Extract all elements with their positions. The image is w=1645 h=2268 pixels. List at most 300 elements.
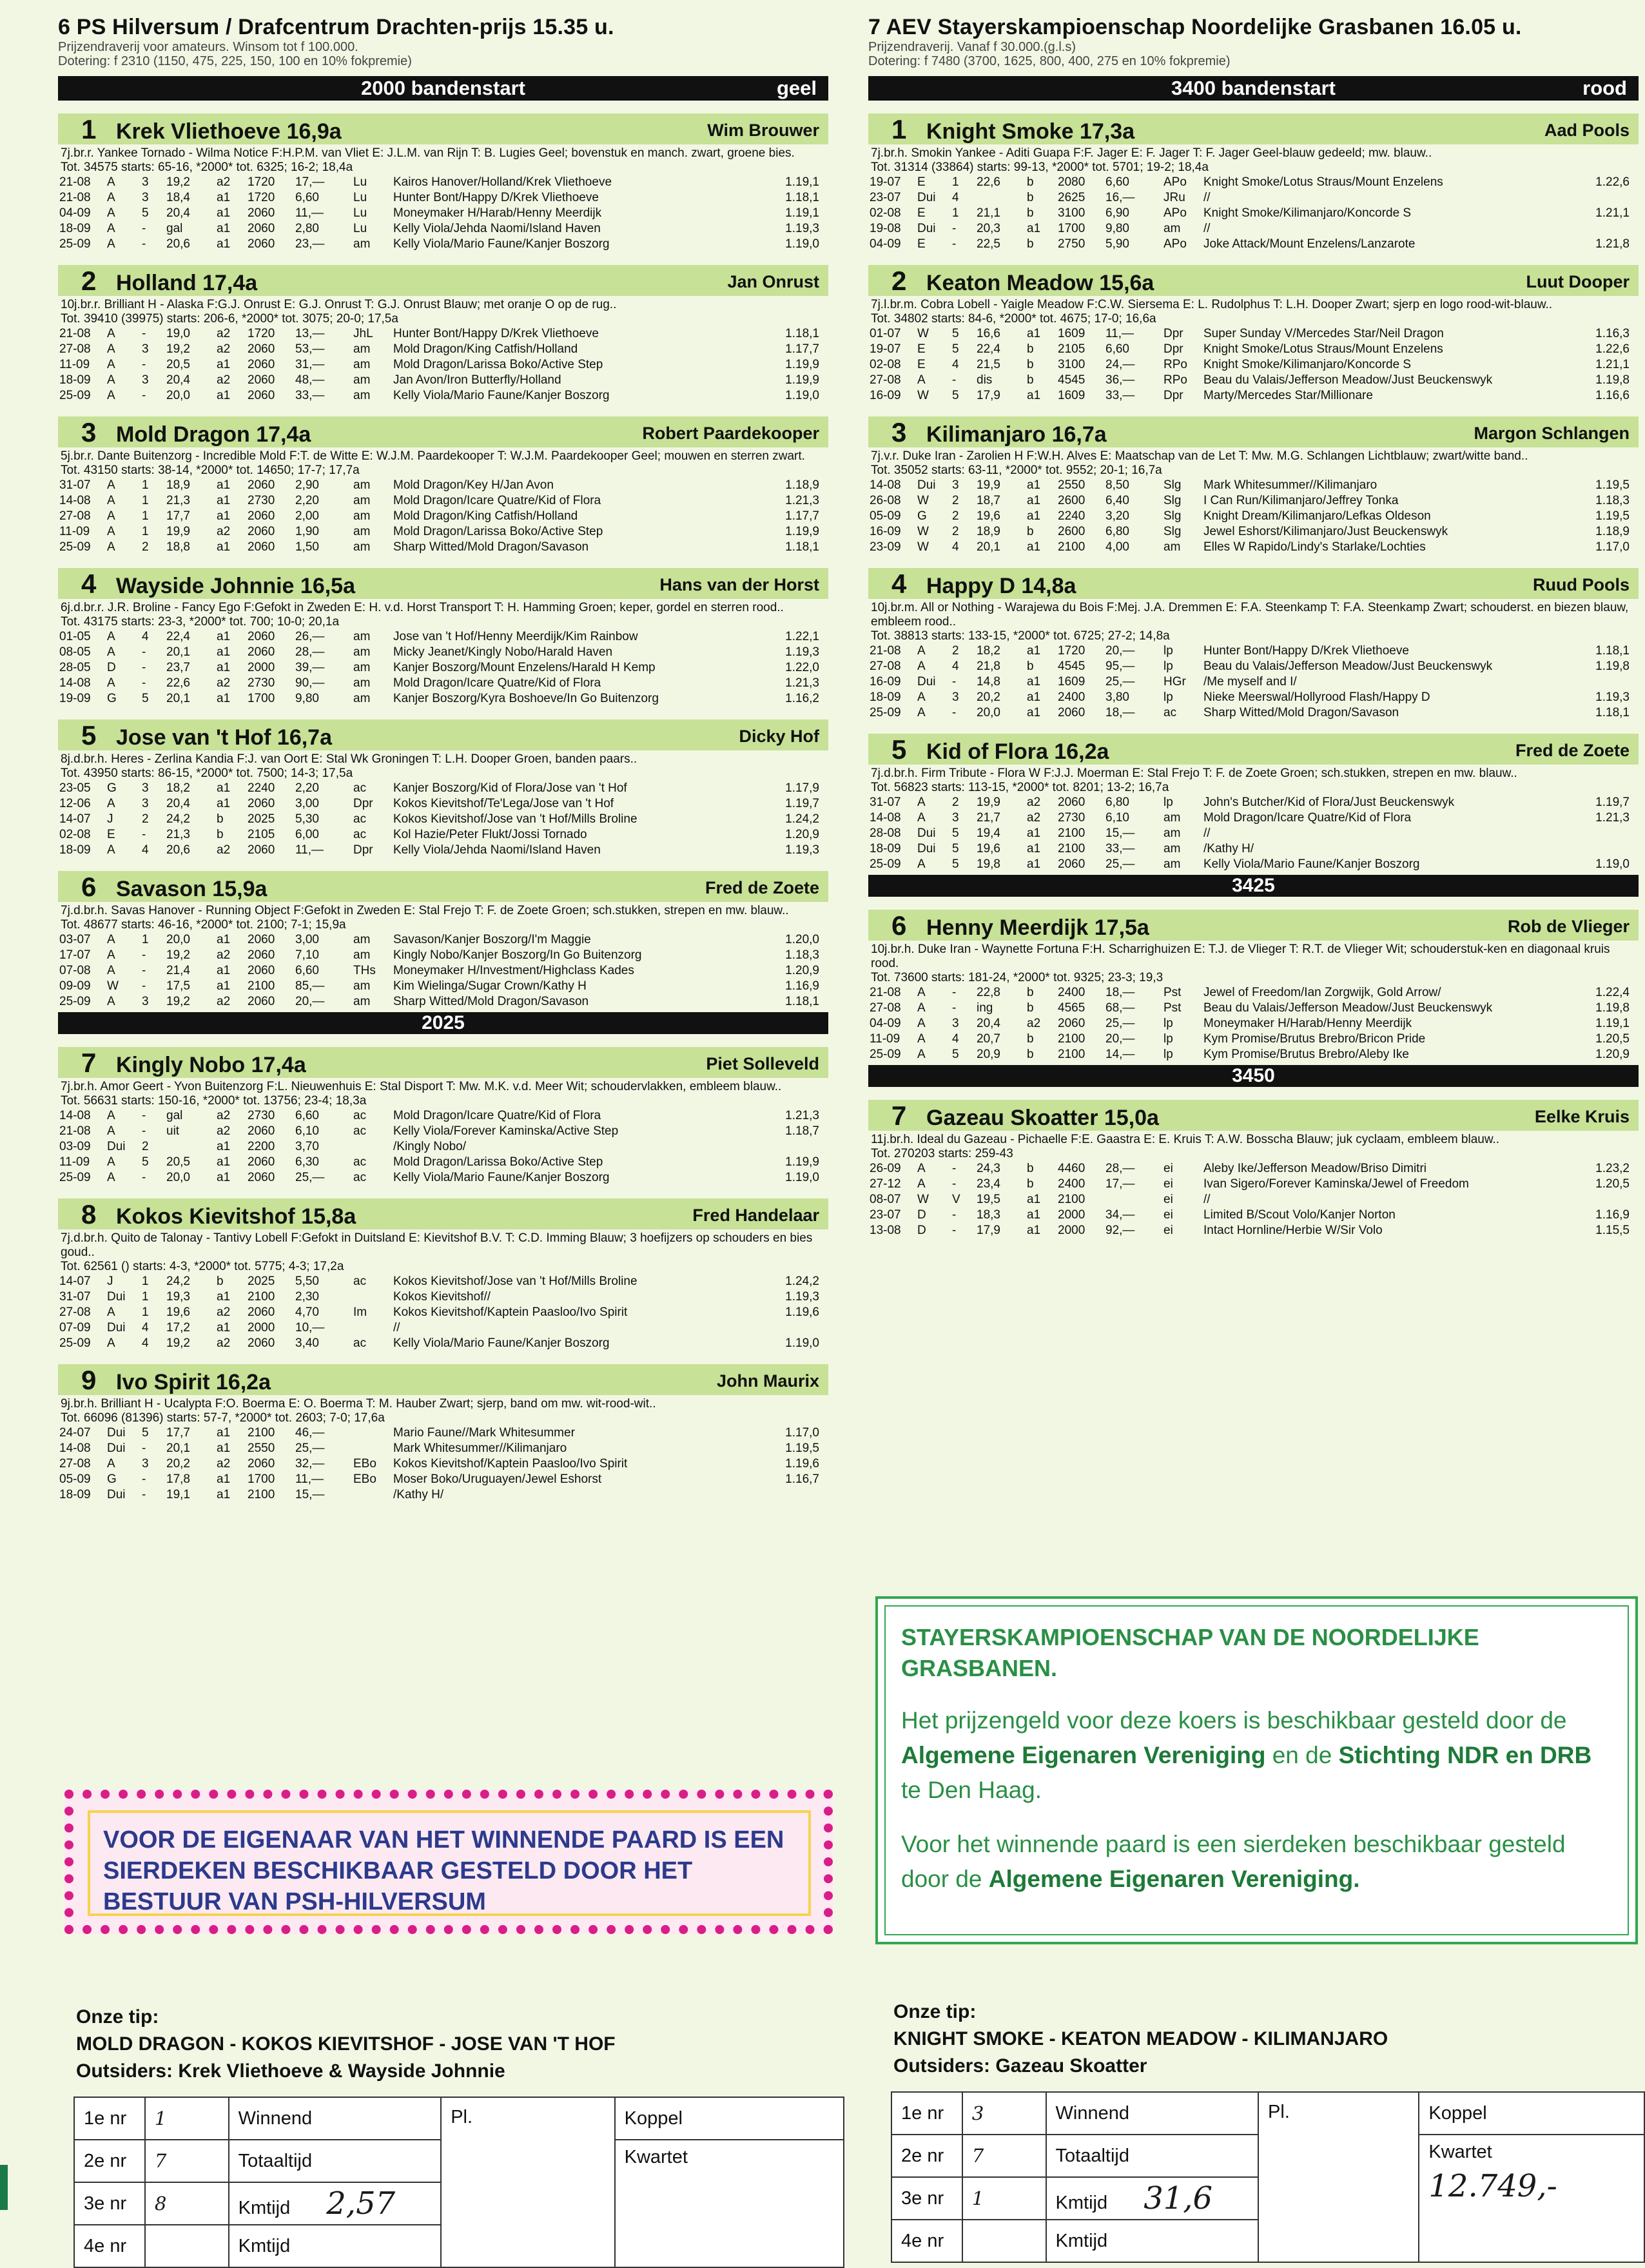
form-cell: 2730 [1058,811,1085,825]
form-cell: 4 [142,630,149,643]
form-cell: W [917,1193,929,1206]
form-cell: ei [1163,1208,1173,1222]
form-cell: 22,5 [977,237,1000,251]
form-cell: - [952,675,957,689]
horse-header [58,416,828,447]
form-cell: a1 [217,933,231,946]
tip-outsiders: Outsiders: Krek Vliethoeve & Wayside Johnnie [76,2060,505,2082]
horse-entry [868,265,1639,404]
form-cell: 05-09 [59,1472,91,1486]
form-cell: 5,50 [295,1275,319,1288]
form-cell: A [107,222,115,235]
form-cell: Marty/Mercedes Star/Millionare [1203,389,1373,402]
form-cell: D [917,1224,926,1237]
form-cell: b [1027,175,1034,189]
form-row [58,1289,828,1305]
form-cell: /Kathy H/ [1203,842,1254,855]
horse-entry [58,416,828,555]
form-cell: 1609 [1058,675,1085,689]
form-row [868,524,1639,540]
form-cell: Dui [917,826,936,840]
form-cell: lp [1163,1017,1173,1030]
form-cell: 6,60 [1105,175,1129,189]
form-cell: 2730 [248,494,275,507]
form-cell: 09-09 [59,979,91,993]
form-cell: Slg [1163,494,1182,507]
form-cell: 2025 [248,1275,275,1288]
form-cell: 19,1 [166,1488,190,1501]
form-cell: J [107,812,113,826]
form-cell: 2060 [248,843,275,857]
form-cell: 20,1 [166,692,190,705]
form-cell: 14-08 [59,494,91,507]
form-cell: 7,10 [295,948,319,962]
form-cell: 6,80 [1105,525,1129,538]
form-cell: Mold Dragon/Larissa Boko/Active Step [393,1155,603,1169]
form-cell: 1.22,0 [785,661,819,674]
form-cell: a2 [1027,796,1041,809]
horse-totals: Tot. 43950 starts: 86-15, *2000* tot. 7500; 14-3; 17,5a [61,767,353,780]
form-cell: Dpr [1163,389,1183,402]
form-cell: 1.19,5 [1595,478,1630,492]
form-row [58,524,828,540]
form-cell: 3 [142,373,149,387]
form-cell: 14-07 [59,812,91,826]
form-cell: am [353,237,371,251]
form-cell: 20,2 [977,690,1000,704]
form-cell: 1,50 [295,540,319,554]
form-row [58,1487,828,1503]
form-table [868,643,1639,721]
form-cell: a1 [217,1155,231,1169]
form-cell: a1 [217,222,231,235]
form-cell: 68,— [1105,1001,1135,1015]
handwritten-nr[interactable] [962,2220,1046,2262]
form-cell: 1.19,7 [785,797,819,810]
form-cell: a1 [217,1171,231,1184]
form-cell: Kelly Viola/Jehda Naomi/Island Haven [393,222,601,235]
form-cell: W [917,525,929,538]
form-row [868,221,1639,237]
form-cell: 2100 [248,1290,275,1304]
form-cell: A [107,797,115,810]
form-cell: 17,7 [166,509,190,523]
form-cell: 25-09 [870,1048,901,1061]
form-cell: 2600 [1058,525,1085,538]
form-cell: am [353,509,371,523]
form-cell: 2060 [248,373,275,387]
form-cell: 23-07 [870,1208,901,1222]
form-cell: 4 [142,1321,149,1334]
driver-name: Fred de Zoete [705,878,819,897]
form-cell: 1.19,8 [1595,373,1630,387]
form-cell: // [1203,826,1211,840]
form-cell: 25,— [1105,675,1135,689]
form-cell: Sharp Witted/Mold Dragon/Savason [393,540,589,554]
form-cell: 19,8 [977,857,1000,871]
form-cell: Kokos Kievitshof/Kaptein Paasloo/Ivo Spirit [393,1457,628,1471]
horse-number: 6 [81,872,97,902]
form-cell: 1.18,1 [1595,706,1630,719]
form-cell: 2600 [1058,494,1085,507]
form-cell: 2 [952,494,959,507]
form-cell: 5 [952,327,959,340]
form-cell: 14-08 [59,676,91,690]
form-cell: Dui [917,478,936,492]
form-cell: A [107,494,115,507]
form-row [868,342,1639,357]
form-row [58,1139,828,1155]
form-cell: 1.19,3 [785,645,819,659]
handwritten-nr[interactable]: 1 [962,2177,1046,2220]
horse-pedigree: 10j.br.m. All or Nothing - Warajewa du Bois F:Mej. J.A. Dremmen E: F.A. Steenkamp T: F.A. Steenkamp Zwart; schouderst. en biezen blauw, embleem rood.. [871,601,1629,629]
form-cell: G [107,1472,117,1486]
form-cell: 20,4 [977,1017,1000,1030]
aev-promo-title: STAYERSKAMPIOENSCHAP VAN DE NOORDELIJKE GRASBANEN. [901,1624,1479,1681]
form-cell [1564,674,1639,690]
form-cell: a1 [217,630,231,643]
form-cell: 21-08 [870,986,901,999]
form-cell: 07-09 [59,1321,91,1334]
form-cell: 10,— [295,1321,325,1334]
form-cell: 25-09 [870,857,901,871]
form-cell: 2 [952,525,959,538]
horse-header [868,1100,1639,1131]
form-cell: - [142,964,146,977]
horse-pedigree: 7j.d.br.h. Firm Tribute - Flora W F:J.J. Moerman E: Stal Frejo T: F. de Zoete Groen; sch.stukken, strepen en mw. blauw.. [871,767,1517,780]
distance-group-bar: 3450 [868,1065,1639,1087]
form-cell: 2060 [248,237,275,251]
form-cell: HGr [1163,675,1186,689]
form-cell: 3,00 [295,933,319,946]
row-label: 4e nr [74,2225,145,2267]
form-cell: 1.22,1 [785,630,819,643]
form-cell: 02-08 [870,206,901,220]
form-cell: Kairos Hanover/Holland/Krek Vliethoeve [393,175,612,189]
form-cell: A [107,540,115,554]
form-cell: - [142,222,146,235]
form-cell: ei [1163,1177,1173,1191]
form-cell: 1.19,0 [785,1171,819,1184]
koppel-label: Koppel [615,2097,844,2140]
horse-name: Holland 17,4a [116,271,258,295]
race-conditions: Prijzendraverij voor amateurs. Winsom tot f 100.000. [58,40,358,54]
handwritten-nr[interactable]: 7 [962,2135,1046,2177]
form-cell: - [142,237,146,251]
form-cell: 1.16,9 [1595,1208,1630,1222]
form-cell: 1.19,0 [785,237,819,251]
form-cell: 9,80 [1105,222,1129,235]
form-cell: 1.20,0 [785,933,819,946]
form-cell: 4 [952,1032,959,1046]
driver-name: Hans van der Horst [659,575,819,594]
form-cell: 02-08 [870,358,901,371]
form-cell: 14,— [1105,1048,1135,1061]
handwritten-nr[interactable]: 8 [145,2182,229,2225]
form-table [58,781,828,858]
form-cell: lp [1163,1032,1173,1046]
form-cell: 2625 [1058,191,1085,204]
form-cell: 15,— [1105,826,1135,840]
form-cell: 1.19,3 [785,843,819,857]
form-cell: 27-12 [870,1177,901,1191]
form-cell: 19-08 [870,222,901,235]
form-cell: a1 [217,1321,231,1334]
form-cell: 01-07 [870,327,901,340]
form-row [58,357,828,373]
form-cell: b [1027,986,1034,999]
row-label: 3e nr [891,2177,962,2220]
form-cell: a1 [217,692,231,705]
form-cell: A [107,525,115,538]
form-cell: 2000 [1058,1224,1085,1237]
driver-name: Luut Dooper [1526,272,1630,291]
driver-name: Eelke Kruis [1534,1107,1630,1126]
form-cell: ac [353,1155,367,1169]
form-cell: 20,1 [166,645,190,659]
handwritten-km[interactable]: 31,6 [1144,2180,1213,2216]
form-row [58,1305,828,1320]
horse-number: 1 [891,114,907,144]
form-row [868,357,1639,373]
form-row [868,190,1639,206]
start-bar [868,76,1639,101]
form-cell: 21,8 [977,660,1000,673]
form-row [868,826,1639,841]
form-cell: Mold Dragon/Icare Quatre/Kid of Flora [393,676,601,690]
aev-promo-inner [884,1605,1629,1935]
form-cell: a1 [217,964,231,977]
aev-text: te Den Haag. [901,1777,1042,1803]
handwritten-nr[interactable]: 3 [962,2092,1046,2135]
form-cell: a1 [1027,494,1041,507]
form-cell: am [353,342,371,356]
form-cell: 1.18,3 [1595,494,1630,507]
form-cell: 1.18,9 [785,478,819,492]
form-cell: a2 [217,525,231,538]
form-cell: Limited B/Scout Volo/Kanjer Norton [1203,1208,1396,1222]
form-cell: 3,70 [295,1140,319,1153]
form-table [868,1161,1639,1238]
start-color-label: geel [776,77,817,99]
form-cell: 14-08 [59,1109,91,1122]
form-cell: 23-09 [870,540,901,554]
form-cell: b [1027,373,1034,387]
form-cell: Moneymaker H/Investment/Highclass Kades [393,964,634,977]
form-cell: - [142,661,146,674]
form-cell: 1.15,5 [1595,1224,1630,1237]
form-cell: Kelly Viola/Jehda Naomi/Island Haven [393,843,601,857]
form-row [868,841,1639,857]
form-cell: 3 [142,797,149,810]
horse-number: 3 [891,417,907,447]
form-cell: gal [166,222,183,235]
form-cell: Ivan Sigero/Forever Kaminska/Jewel of Freedom [1203,1177,1469,1191]
form-cell: Moser Boko/Uruguayen/Jewel Eshorst [393,1472,602,1486]
form-cell [754,1487,828,1503]
tip-picks: MOLD DRAGON - KOKOS KIEVITSHOF - JOSE VAN 'T HOF [76,2033,616,2055]
form-cell: 1 [142,1290,149,1304]
form-cell: Joke Attack/Mount Enzelens/Lanzarote [1203,237,1416,251]
form-row [58,843,828,858]
form-cell: 1.21,3 [785,1109,819,1122]
form-table [58,629,828,707]
form-cell: 18,3 [977,1208,1000,1222]
form-cell: 1.18,1 [785,191,819,204]
form-row [58,342,828,357]
form-cell: 11,— [295,843,324,857]
form-cell: THs [353,964,376,977]
handwritten-kwartet[interactable]: 12.749,- [1428,2168,1557,2204]
form-cell: 1.18,3 [785,948,819,962]
form-cell: /Kingly Nobo/ [393,1140,467,1153]
form-cell: APo [1163,237,1187,251]
form-cell: 5 [142,1155,149,1169]
horse-entry [868,1100,1639,1238]
form-cell: b [217,812,224,826]
form-cell: A [107,645,115,659]
form-cell: 16,— [1105,191,1135,204]
form-cell: 23,4 [977,1177,1000,1191]
field-label: Totaaltijd [229,2140,442,2182]
form-row [58,796,828,812]
start-distance-label: 3400 bandenstart [1171,77,1336,99]
form-cell: - [142,948,146,962]
horse-header [868,265,1639,296]
form-cell: 33,— [1105,842,1135,855]
form-cell: Kelly Viola/Mario Faune/Kanjer Boszorg [393,1336,610,1350]
form-cell: A [107,1109,115,1122]
form-cell: 1720 [248,327,275,340]
form-row [58,175,828,190]
form-cell: 1.19,0 [785,389,819,402]
form-cell: - [952,1224,957,1237]
horse-entry [58,1047,828,1186]
form-cell: 31-07 [59,1290,91,1304]
form-cell: - [952,373,957,387]
tip-outsiders: Outsiders: Gazeau Skoatter [893,2055,1147,2077]
form-cell: 19,9 [977,796,1000,809]
form-cell: lp [1163,796,1173,809]
form-cell: W [917,327,929,340]
form-cell: Kanjer Boszorg/Kid of Flora/Jose van 't Hof [393,781,627,795]
tip-form-right [891,2091,1645,2263]
form-cell: 17,— [295,175,325,189]
form-cell: lp [1163,660,1173,673]
form-cell: am [1163,222,1181,235]
form-cell: 1609 [1058,389,1085,402]
form-cell: 11-09 [870,1032,900,1046]
form-cell: 1 [142,525,149,538]
form-cell: 6,60 [295,1109,319,1122]
form-row [58,190,828,206]
form-cell: 25-09 [59,237,91,251]
form-cell: A [107,1457,115,1471]
form-cell: 1700 [248,1472,275,1486]
form-cell: 1.22,4 [1595,986,1630,999]
form-cell: 2060 [248,797,275,810]
form-row [58,326,828,342]
form-cell: 2750 [1058,237,1085,251]
form-cell: a1 [1027,826,1041,840]
kwartet-label: Kwartet [1428,2142,1492,2162]
handwritten-nr[interactable] [145,2225,229,2267]
form-cell: gal [166,1109,183,1122]
pl-label: Pl. [1258,2092,1419,2262]
form-cell: a1 [1027,222,1041,235]
horse-name: Kid of Flora 16,2a [926,739,1109,764]
horse-number: 2 [81,266,97,296]
horse-totals: Tot. 48677 starts: 46-16, *2000* tot. 2100; 7-1; 15,9a [61,918,346,932]
form-cell: 21-08 [59,1124,91,1138]
form-cell: 2105 [248,828,275,841]
form-cell: 2060 [248,1336,275,1350]
form-row [868,206,1639,221]
form-cell: b [1027,237,1034,251]
form-cell: A [917,986,926,999]
handwritten-km[interactable]: 2,57 [326,2185,396,2222]
form-cell: - [142,1442,146,1455]
form-cell: A [107,948,115,962]
form-cell: 1.20,5 [1595,1177,1630,1191]
form-cell: 4565 [1058,1001,1085,1015]
form-cell: 08-05 [59,645,91,659]
driver-name: Fred de Zoete [1515,741,1630,760]
form-table [58,1108,828,1186]
form-cell: a2 [1027,811,1041,825]
horse-number: 5 [891,734,907,765]
form-cell: A [107,389,115,402]
form-cell: 2060 [248,630,275,643]
form-cell: am [1163,811,1181,825]
form-cell: a1 [217,509,231,523]
form-row [58,1274,828,1289]
horse-header [868,113,1639,144]
form-cell: 25-09 [59,540,91,554]
form-cell [754,1139,828,1155]
form-cell: lp [1163,644,1173,658]
handwritten-nr[interactable]: 7 [145,2140,229,2182]
form-cell: Kim Wielinga/Sugar Crown/Kathy H [393,979,587,993]
form-cell: // [1203,1193,1211,1206]
form-cell: 39,— [295,661,325,674]
form-cell: Dpr [1163,327,1183,340]
form-cell: 2240 [1058,509,1085,523]
form-cell: 20,4 [166,373,190,387]
form-cell: A [107,995,115,1008]
form-cell: 1.19,9 [785,373,819,387]
handwritten-nr[interactable]: 1 [145,2097,229,2140]
horse-entry [58,1198,828,1351]
form-cell: 08-07 [870,1193,901,1206]
form-row [868,1001,1639,1016]
form-row [58,660,828,676]
form-cell: Jewel Eshorst/Kilimanjaro/Just Beuckenswyk [1203,525,1448,538]
form-cell: 8,50 [1105,478,1129,492]
horse-pedigree: 7j.d.br.h. Quito de Talonay - Tantivy Lobell F:Gefokt in Duitsland E: Kievitshof B.V. T: C.D. Imming Blauw; 3 hoefijzers op schouders en bies goud.. [61,1231,813,1259]
form-cell: Slg [1163,478,1182,492]
form-row [868,1192,1639,1207]
form-cell: 1.19,3 [785,222,819,235]
form-cell: 1.21,3 [785,494,819,507]
horse-pedigree: 7j.v.r. Duke Iran - Zarolien H F:W.H. Alves E: Maatschap van de Let T: Mw. M.G. Schlangen Lichtblauw; zwart/witte band.. [871,449,1528,463]
form-row [868,509,1639,524]
form-cell: uit [166,1124,180,1138]
form-row [868,388,1639,404]
form-cell: 16-09 [870,675,901,689]
form-cell: A [917,857,926,871]
race-dotering: Dotering: f 2310 (1150, 475, 225, 150, 100 en 10% fokpremie) [58,54,412,68]
